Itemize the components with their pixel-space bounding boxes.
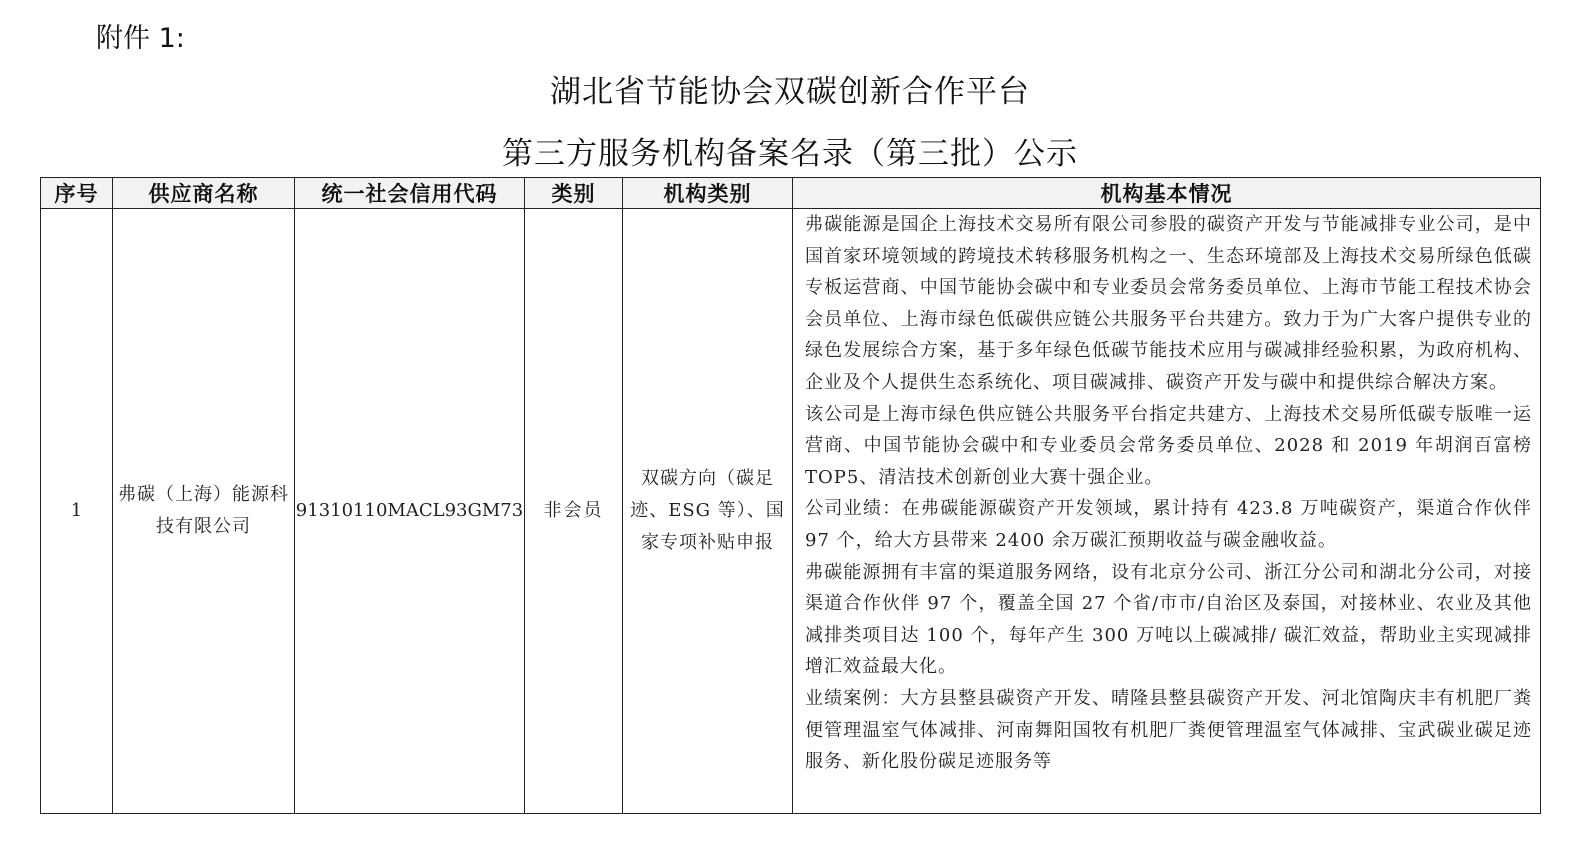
registry-table [40,177,1541,814]
cell-org-category: 双碳方向（碳足迹、ESG 等）、国家专项补贴申报 [623,209,793,814]
description-paragraph: 弗碳能源是国企上海技术交易所有限公司参股的碳资产开发与节能减排专业公司，是中国首家环境领域的跨境技术转移服务机构之一、生态环境部及上海技术交易所绿色低碳专板运营商、中国节能协会碳中和专业委员会常务委员单位、上海市节能工程技术协会会员单位、上海市绿色低碳供应链公共服务平台共建方。致力于为广大客户提供专业的绿色发展综合方案，基于多年绿色低碳节能技术应用与碳减排经验积累，为政府机构、企业及个人提供生态系统化、项目碳减排、碳资产开发与碳中和提供综合解决方案。 [805,214,1532,393]
table-header-row [41,178,1541,209]
header-supplier: 供应商名称 [113,178,295,209]
cell-index: 1 [41,209,113,814]
cell-credit-code: 91310110MACL93GM73 [295,209,525,814]
cell-category: 非会员 [525,209,623,814]
table-row [41,209,1541,814]
document-title: 湖北省节能协会双碳创新合作平台 [550,74,1030,110]
header-index: 序号 [41,178,113,209]
description-paragraph: 业绩案例：大方县整县碳资产开发、晴隆县整县碳资产开发、河北馆陶庆丰有机肥厂粪便管理温室气体减排、河南舞阳国牧有机肥厂粪便管理温室气体减排、宝武碳业碳足迹服务、新化股份碳足迹服务等 [805,687,1532,773]
document-subtitle: 第三方服务机构备案名录（第三批）公示 [502,136,1078,172]
description-paragraph: 弗碳能源拥有丰富的渠道服务网络，设有北京分公司、浙江分公司和湖北分公司，对接渠道合作伙伴 97 个，覆盖全国 27 个省/市市/自治区及泰国，对接林业、农业及其他减排类项目达 100 个，每年产生 300 万吨以上碳减排/ 碳汇效益，帮助业主实现减排增汇效益最大化。 [805,561,1532,678]
attachment-label: 附件 1: [96,23,185,54]
header-description: 机构基本情况 [793,178,1541,209]
header-credit-code: 统一社会信用代码 [295,178,525,209]
description-paragraph: 公司业绩：在弗碳能源碳资产开发领域，累计持有 423.8 万吨碳资产，渠道合作伙伴 97 个，给大方县带来 2400 余万碳汇预期收益与碳金融收益。 [805,498,1532,551]
header-org-category: 机构类别 [623,178,793,209]
description-paragraph: 该公司是上海市绿色供应链公共服务平台指定共建方、上海技术交易所低碳专版唯一运营商、中国节能协会碳中和专业委员会常务委员单位、2028 和 2019 年胡润百富榜 TOP5、清洁技术创新创业大赛十强企业。 [805,403,1532,488]
header-category: 类别 [525,178,623,209]
cell-supplier: 弗碳（上海）能源科技有限公司 [113,209,295,814]
cell-description [793,209,1541,814]
